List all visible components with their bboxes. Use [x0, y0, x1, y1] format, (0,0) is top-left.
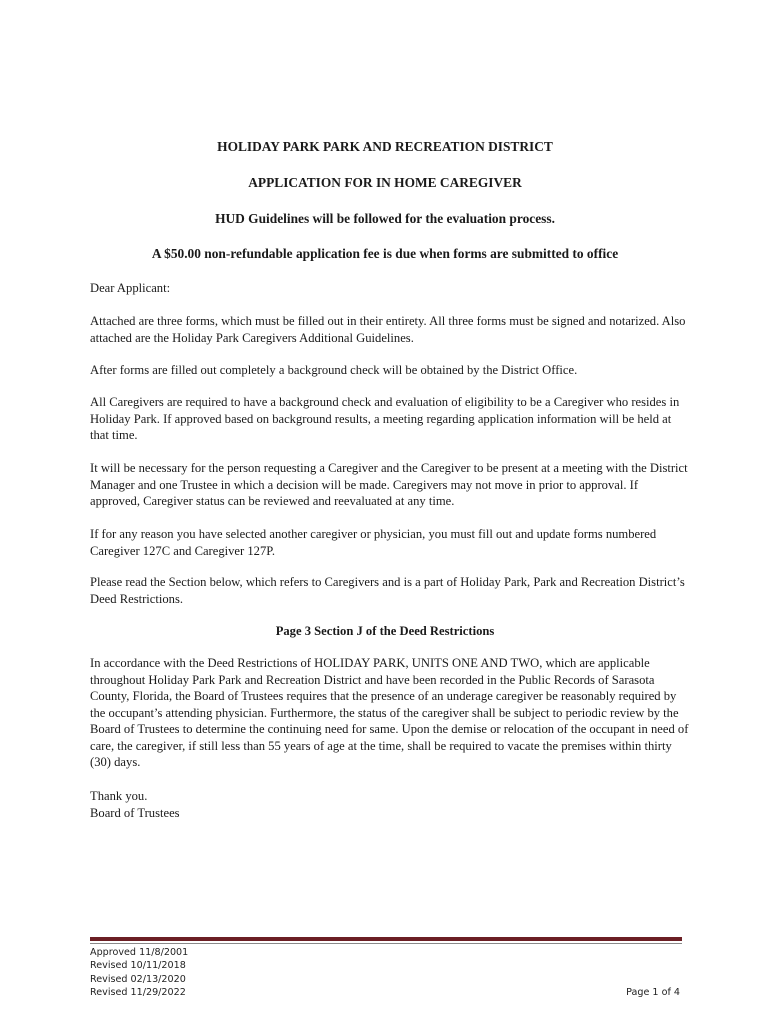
paragraph-text: Attached are three forms, which must be filled out in their entirety. All three forms must be signed and notarized. Also attached are the Holiday Park Caregivers Additional Guidelines. — [90, 314, 686, 345]
application-title: APPLICATION FOR IN HOME CAREGIVER — [248, 175, 522, 190]
revision-history — [90, 946, 188, 999]
salutation-text: Dear Applicant: — [90, 281, 171, 295]
closing-text: Thank you. — [90, 789, 148, 803]
revised-date: Revised 11/29/2022 — [90, 986, 186, 998]
hud-guidelines-notice: HUD Guidelines will be followed for the evaluation process. — [215, 211, 555, 226]
paragraph-forms — [90, 313, 690, 346]
signature-text: Board of Trustees — [90, 805, 180, 820]
footer-rule — [90, 937, 682, 941]
revised-date: Revised 10/11/2018 — [90, 960, 186, 972]
paragraph-text: It will be necessary for the person requesting a Caregiver and the Caregiver to be present at a meeting with the District Manager and one Trustee in which a decision will be made. Caregivers may not move in prior to approval. If approved, Caregiver status can be reviewed and reevaluated at any time. — [90, 461, 688, 508]
deed-section-title: Page 3 Section J of the Deed Restrictions — [275, 624, 495, 638]
paragraph-deed-intro — [90, 574, 690, 607]
paragraph-text: All Caregivers are required to have a background check and evaluation of eligibility to be a Caregiver who resides in Holiday Park. If approved based on background results, a meeting regarding application information will be held at that time. — [90, 395, 680, 442]
district-title: HOLIDAY PARK PARK AND RECREATION DISTRICT — [217, 139, 553, 154]
paragraph-text: After forms are filled out completely a background check will be obtained by the District Office. — [90, 363, 578, 377]
closing-block — [90, 788, 690, 821]
paragraph-text: In accordance with the Deed Restrictions of HOLIDAY PARK, UNITS ONE AND TWO, which are applicable throughout Holiday Park Park and Recreation District and have been recorded in the Public Records of Sarasota County, Florida, the Board of Trustees requires that the presence of an underage caregiver be reasonably required by the occupant’s attending physician. Furthermore, the status of the caregiver shall be subject to periodic review by the Board of Trustees to determine the continuing need for same. Upon the demise or relocation of the occupant in need of care, the caregiver, if still less than 55 years of age at the time, shall be required to vacate the premises within thirty (30) days. — [90, 656, 689, 769]
paragraph-background-check — [90, 362, 690, 379]
salutation — [90, 280, 690, 297]
approved-date: Approved 11/8/2001 — [90, 947, 189, 958]
paragraph-text: Please read the Section below, which refers to Caregivers and is a part of Holiday Park, Park and Recreation District’s Deed Restrictions. — [90, 575, 685, 606]
page-number: Page 1 of 4 — [626, 987, 680, 998]
application-fee-notice: A $50.00 non-refundable application fee is due when forms are submitted to office — [151, 246, 619, 261]
paragraph-text: If for any reason you have selected another caregiver or physician, you must fill out and update forms numbered Caregiver 127C and Caregiver 127P. — [90, 527, 657, 558]
deed-restriction-paragraph — [90, 655, 690, 771]
revised-date: Revised 02/13/2020 — [90, 973, 186, 985]
paragraph-meeting — [90, 460, 690, 510]
footer-rule-thin — [90, 943, 682, 944]
paragraph-update-forms — [90, 526, 690, 559]
paragraph-eligibility — [90, 394, 690, 444]
